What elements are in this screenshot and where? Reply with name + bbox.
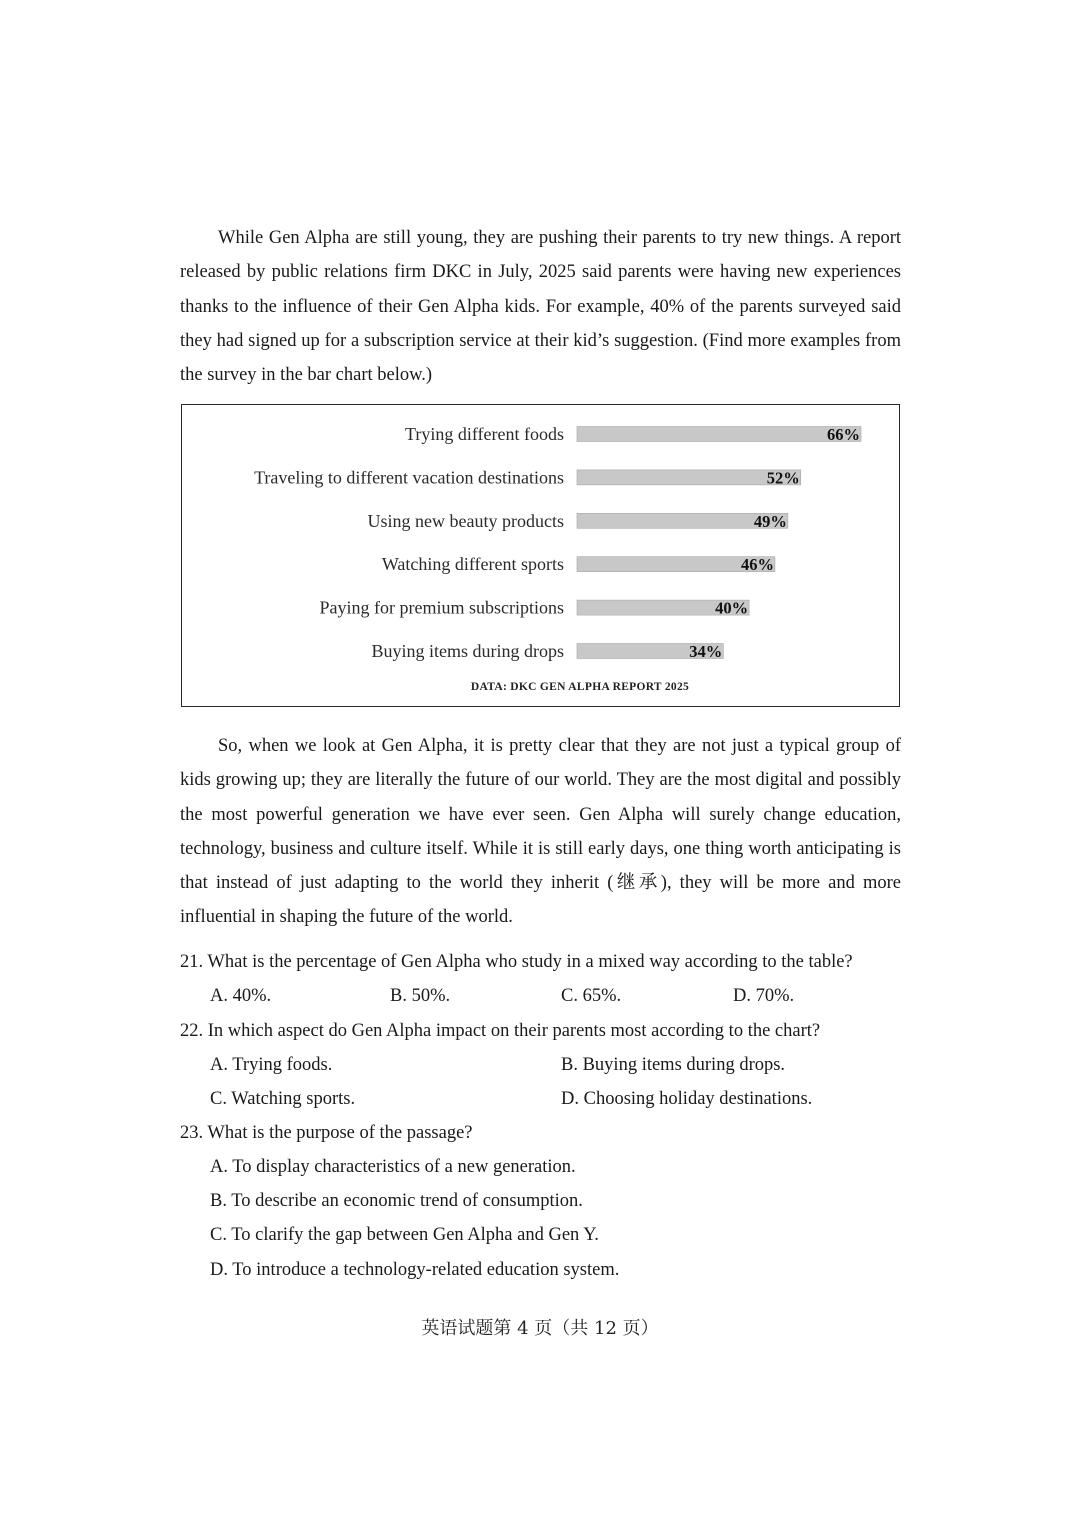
bar	[577, 427, 861, 442]
passage-paragraph-1	[180, 221, 901, 392]
question-22: 22. In which aspect do Gen Alpha impact on their parents most according to the chart?	[180, 1021, 821, 1041]
bar-value-label: 34%	[689, 642, 723, 661]
bar-label: Using new beauty products	[367, 510, 564, 531]
q21-option-a: A. 40%.	[210, 986, 272, 1006]
paragraph-2-text: So, when we look at Gen Alpha, it is pretty clear that they are not just a typical group of kids growing up; they are literally the future of our world. They are the most digital and possibly the most powerful generation we have ever seen. Gen Alpha will surely change education, technology, business and culture itself. While it is still early days, one thing worth anticipating is that instead of just adapting to the world they inherit (继承), they will be more and more influential in shaping the future of the world.	[180, 736, 901, 928]
q23-option-a: A. To display characteristics of a new generation.	[210, 1157, 576, 1177]
bar-label: Paying for premium subscriptions	[319, 597, 564, 618]
bar-label: Traveling to different vacation destinations	[254, 467, 564, 488]
chart-source: DATA: DKC GEN ALPHA REPORT 2025	[470, 681, 690, 693]
q21-option-c: C. 65%.	[561, 986, 622, 1006]
bar-label: Watching different sports	[381, 554, 564, 575]
bar-value-label: 52%	[766, 468, 800, 488]
q23-option-c: C. To clarify the gap between Gen Alpha and Gen Y.	[210, 1225, 599, 1245]
bar-chart-svg	[182, 405, 901, 708]
question-21: 21. What is the percentage of Gen Alpha who study in a mixed way according to the table?	[180, 952, 853, 972]
q22-option-c: C. Watching sports.	[210, 1089, 356, 1109]
bar-value-label: 46%	[740, 555, 774, 575]
bar-value-label: 66%	[827, 425, 860, 444]
q22-option-a: A. Trying foods.	[210, 1055, 333, 1075]
passage-paragraph-2	[180, 729, 901, 935]
q21-option-d: D. 70%.	[733, 986, 795, 1006]
bar-value-label: 40%	[715, 598, 749, 618]
q23-option-b: B. To describe an economic trend of consumption.	[210, 1191, 583, 1211]
bar-value-label: 49%	[753, 511, 787, 531]
q23-option-d: D. To introduce a technology-related education system.	[210, 1260, 620, 1280]
question-23: 23. What is the purpose of the passage?	[180, 1123, 473, 1143]
bar-label: Buying items during drops	[371, 641, 564, 661]
bar-chart	[181, 404, 900, 707]
page-footer: 英语试题第 4 页（共 12 页）	[421, 1318, 659, 1339]
q22-option-d: D. Choosing holiday destinations.	[561, 1089, 813, 1109]
bar-label: Trying different foods	[405, 424, 564, 444]
paragraph-1-text: While Gen Alpha are still young, they are pushing their parents to try new things. A report released by public relations firm DKC in July, 2025 said parents were having new experiences thanks to the influence of their Gen Alpha kids. For example, 40% of the parents surveyed said they had signed up for a subscription service at their kid’s suggestion. (Find more examples from the survey in the bar chart below.)	[180, 228, 901, 386]
q22-option-b: B. Buying items during drops.	[561, 1055, 786, 1075]
q21-option-b: B. 50%.	[390, 986, 451, 1006]
